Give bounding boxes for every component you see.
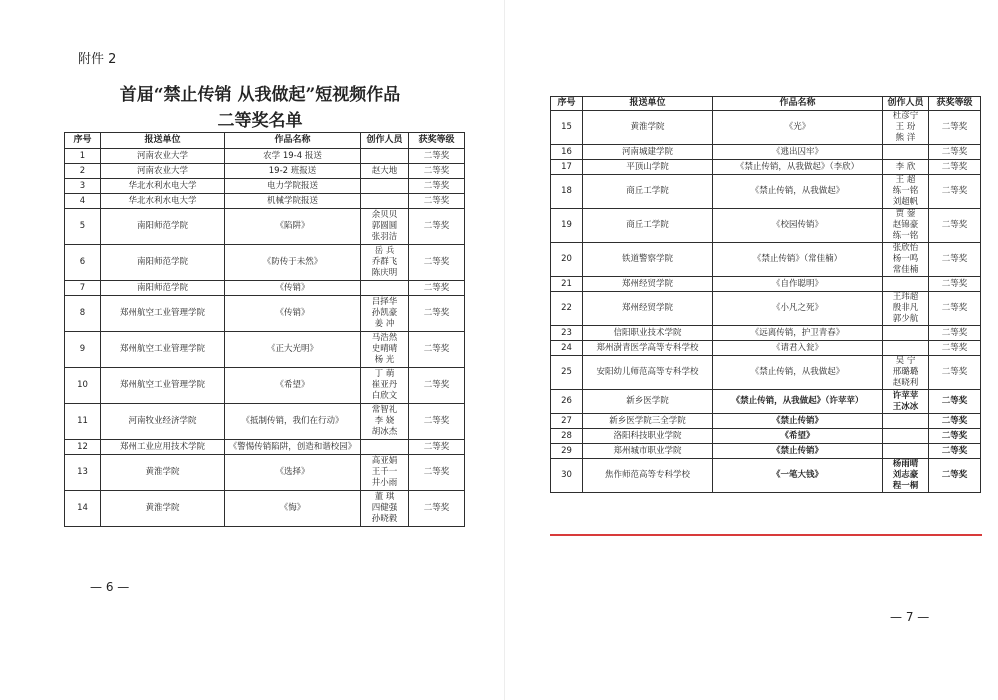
person-name: 赵大地 <box>371 165 398 176</box>
person-name: 杨雨晴 <box>892 459 919 469</box>
cell-no: 26 <box>551 390 583 414</box>
person-name: 丁 萌 <box>374 369 395 379</box>
cell-people <box>883 160 929 175</box>
person-name: 张羽洁 <box>371 232 398 242</box>
person-name: 余贝贝 <box>371 210 398 220</box>
award-table-right <box>550 96 981 493</box>
cell-work: 《警惕传销陷阱，创造和谐校园》 <box>225 440 361 455</box>
cell-award: 二等奖 <box>409 455 465 491</box>
cell-people <box>361 194 409 209</box>
table-row <box>65 491 465 527</box>
cell-work: 《逃出囚牢》 <box>713 145 883 160</box>
cell-no: 20 <box>551 243 583 277</box>
page-number-right: — 7 — <box>890 610 930 624</box>
person-name: 刘志豪 <box>892 470 919 480</box>
cell-unit: 平顶山学院 <box>583 160 713 175</box>
person-name: 井小雨 <box>371 478 398 488</box>
table-row <box>65 209 465 245</box>
column-header-no: 序号 <box>65 133 101 149</box>
person-name: 练一铭 <box>892 231 919 241</box>
cell-work: 《防传于未然》 <box>225 245 361 281</box>
cell-award: 二等奖 <box>409 209 465 245</box>
person-name: 白欣文 <box>371 391 398 401</box>
cell-no: 4 <box>65 194 101 209</box>
cell-unit: 黄淮学院 <box>101 491 225 527</box>
table-row <box>65 332 465 368</box>
cell-award: 二等奖 <box>929 209 981 243</box>
cell-no: 24 <box>551 341 583 356</box>
cell-work: 《一笔大钱》 <box>713 459 883 493</box>
cell-work: 《正大光明》 <box>225 332 361 368</box>
cell-work: 《禁止传销，从我做起》（李欣） <box>713 160 883 175</box>
cell-people <box>883 341 929 356</box>
cell-people <box>883 175 929 209</box>
cell-unit: 华北水利水电大学 <box>101 194 225 209</box>
person-name: 陈庆明 <box>371 268 398 278</box>
cell-award: 二等奖 <box>409 179 465 194</box>
person-name: 姜 冲 <box>374 319 395 329</box>
person-name: 熊 洋 <box>895 133 916 143</box>
cell-no: 13 <box>65 455 101 491</box>
cell-people <box>883 414 929 429</box>
person-name: 孙凯豪 <box>371 308 398 318</box>
column-header-work: 作品名称 <box>713 97 883 111</box>
person-name: 练一铭 <box>892 186 919 196</box>
cell-no: 23 <box>551 326 583 341</box>
person-name: 李 娆 <box>374 416 395 426</box>
cell-unit: 南阳师范学院 <box>101 209 225 245</box>
cell-people <box>361 440 409 455</box>
cell-people <box>883 390 929 414</box>
cell-no: 14 <box>65 491 101 527</box>
column-header-award: 获奖等级 <box>929 97 981 111</box>
cell-award: 二等奖 <box>929 341 981 356</box>
person-name: 王 玢 <box>895 122 916 132</box>
cell-work: 19-2 班报送 <box>225 164 361 179</box>
person-name: 王玮超 <box>892 292 919 302</box>
person-name: 史晴晴 <box>371 344 398 354</box>
cell-no: 16 <box>551 145 583 160</box>
cell-unit: 河南农业大学 <box>101 149 225 164</box>
attachment-label: 附件 2 <box>78 52 117 67</box>
cell-work: 《禁止传销》 <box>713 444 883 459</box>
person-name: 王千一 <box>371 467 398 477</box>
cell-award: 二等奖 <box>409 296 465 332</box>
table-row <box>65 296 465 332</box>
table-row <box>551 390 981 414</box>
cell-unit: 郑州航空工业管理学院 <box>101 296 225 332</box>
person-name: 张欣怡 <box>892 243 919 253</box>
cell-people <box>361 209 409 245</box>
person-name: 常智礼 <box>371 405 398 415</box>
cell-no: 17 <box>551 160 583 175</box>
person-name: 王 超 <box>895 175 916 185</box>
page-number-left: — 6 — <box>90 580 130 594</box>
person-name: 许苹苹 <box>892 390 919 401</box>
table-row <box>551 145 981 160</box>
cell-people <box>361 455 409 491</box>
cell-no: 30 <box>551 459 583 493</box>
cell-work: 机械学院报送 <box>225 194 361 209</box>
table-row <box>65 179 465 194</box>
table-row <box>65 281 465 296</box>
person-name: 乔群飞 <box>371 257 398 267</box>
cell-award: 二等奖 <box>409 281 465 296</box>
cell-people <box>883 277 929 292</box>
cell-people <box>361 281 409 296</box>
cell-unit: 铁道警察学院 <box>583 243 713 277</box>
cell-award: 二等奖 <box>929 429 981 444</box>
red-underline <box>550 534 982 536</box>
cell-people <box>361 404 409 440</box>
cell-work: 《校园传销》 <box>713 209 883 243</box>
cell-award: 二等奖 <box>409 368 465 404</box>
cell-no: 29 <box>551 444 583 459</box>
person-name: 高亚娟 <box>371 456 398 466</box>
person-name: 王冰冰 <box>892 401 919 412</box>
cell-award: 二等奖 <box>409 440 465 455</box>
cell-unit: 黄淮学院 <box>583 111 713 145</box>
cell-award: 二等奖 <box>929 160 981 175</box>
cell-no: 5 <box>65 209 101 245</box>
cell-no: 2 <box>65 164 101 179</box>
cell-no: 3 <box>65 179 101 194</box>
cell-unit: 信阳职业技术学院 <box>583 326 713 341</box>
person-name: 郭圆圆 <box>371 221 398 231</box>
column-header-people: 创作人员 <box>361 133 409 149</box>
table-row <box>551 209 981 243</box>
cell-people <box>883 459 929 493</box>
cell-work: 《小凡之死》 <box>713 292 883 326</box>
cell-unit: 华北水利水电大学 <box>101 179 225 194</box>
cell-unit: 洛阳科技职业学院 <box>583 429 713 444</box>
table-row <box>551 356 981 390</box>
cell-work: 《希望》 <box>225 368 361 404</box>
cell-unit: 商丘工学院 <box>583 175 713 209</box>
cell-unit: 黄淮学院 <box>101 455 225 491</box>
cell-people <box>883 292 929 326</box>
cell-award: 二等奖 <box>409 404 465 440</box>
table-header-row <box>65 133 465 149</box>
document-title: 首届“禁止传销 从我做起”短视频作品 <box>119 85 401 105</box>
cell-people <box>361 491 409 527</box>
table-row <box>551 111 981 145</box>
cell-work: 《陷阱》 <box>225 209 361 245</box>
person-name: 杜彦宁 <box>892 111 919 121</box>
table-row <box>551 160 981 175</box>
table-row <box>551 277 981 292</box>
person-name: 崔亚丹 <box>371 380 398 390</box>
person-name: 赵晓利 <box>892 378 919 388</box>
cell-award: 二等奖 <box>409 194 465 209</box>
cell-work: 《禁止传销，从我做起》（许苹苹） <box>713 390 883 414</box>
cell-people <box>361 296 409 332</box>
document-subtitle: 二等奖名单 <box>217 111 303 131</box>
cell-award: 二等奖 <box>929 145 981 160</box>
cell-people <box>883 326 929 341</box>
table-row <box>65 368 465 404</box>
column-header-award: 获奖等级 <box>409 133 465 149</box>
cell-work: 《光》 <box>713 111 883 145</box>
person-name: 赵锦豪 <box>892 220 919 230</box>
cell-no: 7 <box>65 281 101 296</box>
cell-no: 6 <box>65 245 101 281</box>
cell-award: 二等奖 <box>409 149 465 164</box>
cell-work: 《传销》 <box>225 296 361 332</box>
table-row <box>65 455 465 491</box>
cell-award: 二等奖 <box>929 356 981 390</box>
table-row <box>551 243 981 277</box>
cell-no: 19 <box>551 209 583 243</box>
cell-people <box>883 429 929 444</box>
person-name: 董 琪 <box>374 492 395 502</box>
cell-unit: 郑州航空工业管理学院 <box>101 368 225 404</box>
cell-no: 27 <box>551 414 583 429</box>
cell-no: 10 <box>65 368 101 404</box>
cell-unit: 河南农业大学 <box>101 164 225 179</box>
cell-no: 21 <box>551 277 583 292</box>
cell-work: 《悔》 <box>225 491 361 527</box>
table-row <box>65 440 465 455</box>
cell-unit: 新乡医学院 <box>583 390 713 414</box>
cell-award: 二等奖 <box>929 390 981 414</box>
cell-work: 《禁止传销，从我做起》 <box>713 175 883 209</box>
cell-people <box>361 179 409 194</box>
cell-work: 《禁止传销，从我做起》 <box>713 356 883 390</box>
cell-unit: 郑州航空工业管理学院 <box>101 332 225 368</box>
cell-award: 二等奖 <box>929 243 981 277</box>
cell-award: 二等奖 <box>929 326 981 341</box>
table-header-row <box>551 97 981 111</box>
cell-people <box>361 245 409 281</box>
cell-award: 二等奖 <box>929 277 981 292</box>
table-row <box>65 404 465 440</box>
table-row <box>551 175 981 209</box>
cell-work: 《抵制传销，我们在行动》 <box>225 404 361 440</box>
cell-unit: 安阳幼儿师范高等专科学校 <box>583 356 713 390</box>
cell-no: 22 <box>551 292 583 326</box>
cell-work: 《传销》 <box>225 281 361 296</box>
table-row <box>551 341 981 356</box>
cell-unit: 郑州经贸学院 <box>583 292 713 326</box>
person-name: 四健强 <box>371 503 398 513</box>
person-name: 刘超帆 <box>892 197 919 207</box>
person-name: 常佳楠 <box>892 265 919 275</box>
table-row <box>65 164 465 179</box>
cell-no: 28 <box>551 429 583 444</box>
table-row <box>65 149 465 164</box>
cell-people <box>883 145 929 160</box>
column-header-no: 序号 <box>551 97 583 111</box>
cell-work: 《远离传销，护卫青春》 <box>713 326 883 341</box>
cell-award: 二等奖 <box>409 332 465 368</box>
cell-no: 8 <box>65 296 101 332</box>
person-name: 程一桐 <box>892 481 919 491</box>
cell-work: 《请君入瓮》 <box>713 341 883 356</box>
cell-award: 二等奖 <box>929 175 981 209</box>
cell-people <box>883 444 929 459</box>
cell-unit: 南阳师范学院 <box>101 245 225 281</box>
person-name: 杨 光 <box>374 355 395 365</box>
cell-no: 1 <box>65 149 101 164</box>
person-name: 殷非凡 <box>892 303 919 313</box>
column-header-unit: 报送单位 <box>583 97 713 111</box>
table-row <box>551 292 981 326</box>
cell-no: 12 <box>65 440 101 455</box>
cell-unit: 郑州工业应用技术学院 <box>101 440 225 455</box>
table-row <box>65 245 465 281</box>
cell-work: 《禁止传销》 <box>713 414 883 429</box>
table-row <box>551 326 981 341</box>
cell-people <box>361 368 409 404</box>
cell-award: 二等奖 <box>409 245 465 281</box>
person-name: 杨一鸣 <box>892 254 919 264</box>
person-name: 邢璐璐 <box>892 367 919 377</box>
cell-award: 二等奖 <box>929 414 981 429</box>
person-name: 吴 宁 <box>895 356 916 366</box>
cell-unit: 新乡医学院三全学院 <box>583 414 713 429</box>
cell-no: 11 <box>65 404 101 440</box>
person-name: 孙晓毅 <box>371 514 398 524</box>
cell-no: 15 <box>551 111 583 145</box>
cell-award: 二等奖 <box>929 111 981 145</box>
cell-work: 《禁止传销》（常佳楠） <box>713 243 883 277</box>
column-header-work: 作品名称 <box>225 133 361 149</box>
person-name: 吕择华 <box>371 297 398 307</box>
cell-no: 25 <box>551 356 583 390</box>
cell-people <box>883 209 929 243</box>
cell-award: 二等奖 <box>409 491 465 527</box>
cell-people <box>361 164 409 179</box>
cell-work: 《希望》 <box>713 429 883 444</box>
person-name: 郭少航 <box>892 314 919 324</box>
person-name: 胡冰杰 <box>371 427 398 437</box>
cell-unit: 河南城建学院 <box>583 145 713 160</box>
cell-unit: 商丘工学院 <box>583 209 713 243</box>
person-name: 岳 兵 <box>374 246 395 256</box>
award-table-left <box>64 132 465 527</box>
person-name: 马浩然 <box>371 333 398 343</box>
cell-work: 电力学院报送 <box>225 179 361 194</box>
cell-no: 18 <box>551 175 583 209</box>
cell-people <box>361 332 409 368</box>
cell-work: 《选择》 <box>225 455 361 491</box>
person-name: 贾 蓥 <box>895 209 916 219</box>
cell-unit: 河南牧业经济学院 <box>101 404 225 440</box>
column-header-people: 创作人员 <box>883 97 929 111</box>
cell-unit: 郑州城市职业学院 <box>583 444 713 459</box>
table-row <box>65 194 465 209</box>
table-row <box>551 459 981 493</box>
document-page-right <box>505 0 998 700</box>
cell-people <box>361 149 409 164</box>
column-header-unit: 报送单位 <box>101 133 225 149</box>
cell-people <box>883 111 929 145</box>
table-row <box>551 444 981 459</box>
cell-award: 二等奖 <box>929 459 981 493</box>
table-row <box>551 414 981 429</box>
cell-award: 二等奖 <box>929 444 981 459</box>
cell-no: 9 <box>65 332 101 368</box>
person-name: 李 欣 <box>895 161 916 172</box>
cell-people <box>883 356 929 390</box>
cell-people <box>883 243 929 277</box>
table-row <box>551 429 981 444</box>
cell-unit: 郑州澍青医学高等专科学校 <box>583 341 713 356</box>
cell-unit: 郑州经贸学院 <box>583 277 713 292</box>
cell-work: 农学 19-4 报送 <box>225 149 361 164</box>
cell-unit: 南阳师范学院 <box>101 281 225 296</box>
cell-unit: 焦作师范高等专科学校 <box>583 459 713 493</box>
cell-award: 二等奖 <box>929 292 981 326</box>
cell-work: 《自作聪明》 <box>713 277 883 292</box>
cell-award: 二等奖 <box>409 164 465 179</box>
